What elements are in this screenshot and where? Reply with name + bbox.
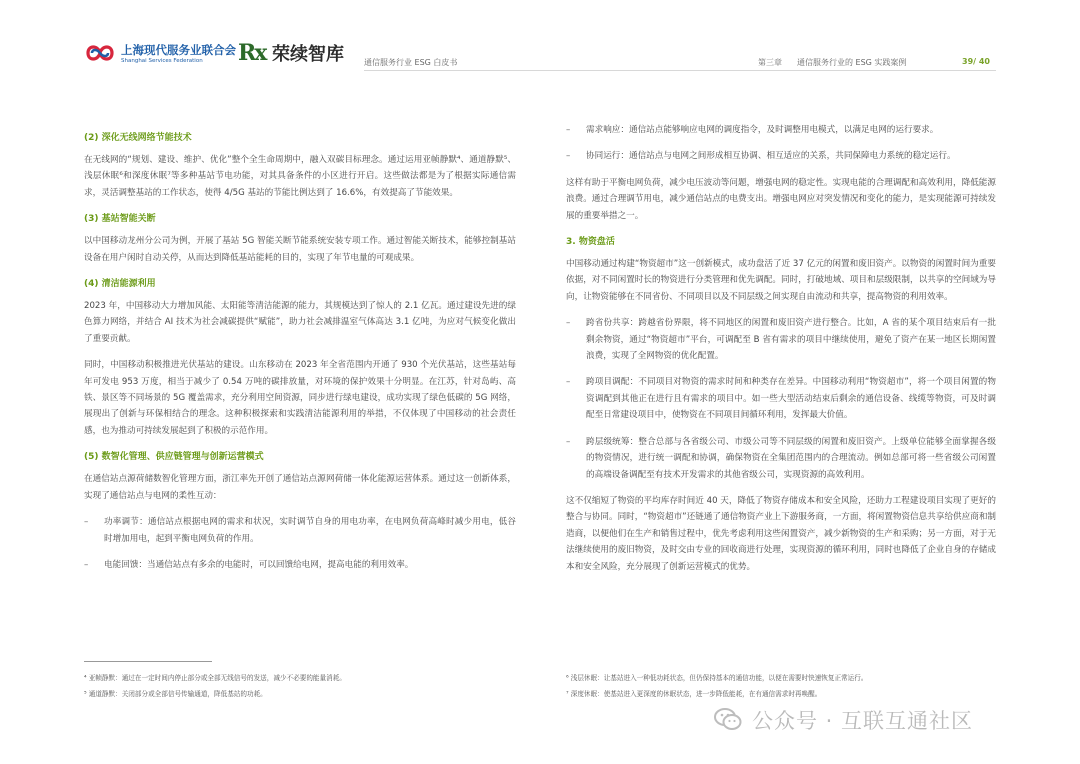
- list-item: [566, 148, 996, 164]
- footnote: ⁶ 浅层休眠：让基站进入一种低功耗状态，但仍保持基本的通信功能，以便在需要时快速恢复正常运行。: [566, 674, 868, 682]
- footnote-divider: [84, 661, 212, 662]
- watermark-text: 公众号 · 互联互通社区: [752, 709, 974, 733]
- paragraph: 2023 年，中国移动大力增加风能、太阳能等清洁能源的能力，其规模达到了惊人的 2.1 亿瓦。通过建设先进的绿色算力网络，并结合 AI 技术为社会减碳提供“赋能”，助力社会减排温室气体高达 3.1 亿吨，为应对气候变化做出了重要贡献。: [84, 301, 516, 344]
- paragraph: 这不仅缩短了物资的平均库存时间近 40 天，降低了物资存储成本和安全风险，还助力工程建设项目实现了更好的整合与协同。同时，“物资超市”还链通了通信物资产业上下游服务商，一方面，将闲置物资信息共享给供应商和制造商，以便他们在生产和销售过程中，优先考虑利用这些闲置资产，减少新物资的生产和采购；另一方面，对于无法继续使用的废旧物资，及时交由专业的回收商进行处理，实现资源的循环利用，同时也降低了企业自身的存储成本和安全风险，充分展现了创新运营模式的优势。: [566, 495, 997, 572]
- header-divider: [364, 70, 996, 71]
- list-item-text: 跨层级统筹：整合总部与各省级公司、市级公司等不同层级的闲置和废旧资产。上级单位能够全面掌握各级的物资情况，进行统一调配和协调，确保物资在全集团范围内的合理流动。例如总部可将一些省级公司闲置的高端设备调配至有技术开发需求的其他省级公司，实现资源的高效利用。: [586, 436, 996, 480]
- section-title: 通信服务行业的 ESG 实践案例: [797, 58, 907, 67]
- list-item: [566, 434, 996, 483]
- document-title: 通信服务行业 ESG 白皮书: [364, 58, 458, 67]
- footnote: ⁷ 深度休眠：使基站进入更深度的休眠状态，进一步降低能耗，在有通信需求时再唤醒。: [566, 690, 822, 698]
- paragraph: 在通信站点源荷储数智化管理方面，浙江率先开创了通信站点源网荷储一体化能源运营体系。通过这一创新体系，实现了通信站点与电网的柔性互动：: [84, 474, 516, 501]
- list-item-text: 跨项目调配：不同项目对物资的需求时间和种类存在差异。中国移动利用“物资超市”，将一个项目闲置的物资调配到其他正在进行且有需求的项目中。如一些大型活动结束后剩余的通信设备、线缆等物资，可及时调配至日常建设项目中，使物资在不同项目间循环利用，发挥最大价值。: [586, 377, 996, 421]
- bullet-dash: –: [566, 436, 571, 447]
- bullet-dash: –: [566, 151, 571, 162]
- org2-name: 荣续智库: [272, 44, 344, 65]
- right-column: [566, 122, 996, 585]
- paragraph: 中国移动通过构建“物资超市”这一创新模式，成功盘活了近 37 亿元的闲置和废旧资产。以物资的闲置时间为重要依据，对不同闲置时长的物资进行分类管理和优先调配。同时，打破地域、项目和层级限制，以共享的空间域为导向，让物资能够在不同省份、不同项目以及不同层级之间实现自由流动和共享，提高物资的利用效率。: [566, 259, 996, 302]
- bullet-dash: –: [566, 377, 571, 388]
- paragraph: 这样有助于平衡电网负荷，减少电压波动等问题，增强电网的稳定性。实现电能的合理调配和高效利用，降低能源浪费。通过合理调节用电，减少通信站点的电费支出。增强电网应对突发情况和变化的能力，是实现能源可持续发展的重要举措之一。: [566, 177, 996, 221]
- list-item-text: 协同运行：通信站点与电网之间形成相互协调、相互适应的关系，共同保障电力系统的稳定运行。: [586, 151, 956, 162]
- heading-smart-shutdown: (3) 基站智能关断: [84, 214, 156, 225]
- bullet-dash: –: [566, 125, 571, 135]
- paragraph: 在无线网的“规划、建设、维护、优化”整个全生命周期中，融入双碳目标理念。通过运用亚帧静默⁴、通道静默⁵、浅层休眠⁶和深度休眠⁷等多种基站节电功能，对其具备条件的小区进行开启。这些做法都是为了根据实际通信需求，灵活调整基站的工作状态，使得 4/5G 基站的节能比例达到了 16.6%，有效提高了节能效果。: [84, 155, 516, 198]
- footnote: ⁴ 亚帧静默：通过在一定时间内停止部分或全部无线信号的发送，减少不必要的能量消耗。: [84, 674, 346, 682]
- list-item-text: 功率调节：通信站点根据电网的需求和状况，实时调节自身的用电功率，在电网负荷高峰时减少用电，低谷时增加用电，起到平衡电网负荷的作用。: [104, 517, 516, 544]
- list-item-text: 需求响应：通信站点能够响应电网的调度指令，及时调整用电模式，以满足电网的运行要求。: [586, 125, 939, 135]
- paragraph: 同时，中国移动积极推进光伏基站的建设。山东移动在 2023 年全省范围内开通了 930 个光伏基站，这些基站每年可发电 953 万度，相当于减少了 0.54 万吨的碳排放量，对环境的保护效果十分明显。在江苏，针对岛屿、高铁、景区等不同场景的 5G 覆盖需求，充分利用空间资源，同步进行绿电建设，成功实现了绿色低碳的 5G 网络，展现出了创新与环保相结合的理念。这种积极探索和实践清洁能源利用的举措，不仅体现了中国移动的社会责任感，也为推动可持续发展起到了积极的示范作用。: [84, 360, 516, 436]
- page-number: 39/ 40: [962, 57, 990, 66]
- bullet-dash: –: [84, 559, 89, 570]
- list-item-text: 电能回馈：当通信站点有多余的电能时，可以回馈给电网，提高电能的利用效率。: [104, 559, 414, 570]
- watermark: [714, 700, 973, 740]
- chapter-label: 第三章: [758, 58, 782, 67]
- list-item: [84, 514, 516, 547]
- list-item: [566, 315, 996, 364]
- rx-logo-mark: Rx: [238, 40, 266, 66]
- bullet-dash: –: [84, 517, 89, 528]
- heading-wireless-energy-saving: (2) 深化无线网络节能技术: [84, 133, 192, 143]
- bullet-dash: –: [566, 318, 571, 329]
- left-column: [84, 122, 516, 583]
- footnote: ⁵ 通道静默：关闭部分或全部信号传输通道，降低基站的功耗。: [84, 690, 267, 698]
- list-item-text: 跨省份共享：跨越省份界限，将不同地区的闲置和废旧资产进行整合。比如，A 省的某个项目结束后有一批剩余物资，通过“物资超市”平台，可调配至 B 省有需求的项目中继续使用，避免了资产在某一地区长期闲置浪费，实现了全网物资的优化配置。: [586, 318, 996, 362]
- page-header: [0, 0, 1080, 80]
- heading-clean-energy: (4) 清洁能源利用: [84, 279, 156, 290]
- org1-name-en: Shanghai Services Federation: [121, 58, 203, 64]
- heading-asset-revitalization: 3. 物资盘活: [566, 237, 615, 248]
- list-item: [566, 122, 996, 138]
- org1-name-cn: 上海现代服务业联合会: [121, 43, 236, 57]
- wechat-icon: [714, 707, 742, 733]
- paragraph: 以中国移动龙州分公司为例，开展了基站 5G 智能关断节能系统安装专项工作。通过智能关断技术，能够控制基站设备在用户闲时自动关停，从而达到降低基站能耗的目的，实现了年节电量的可观成果。: [84, 236, 516, 263]
- list-item: [84, 557, 516, 573]
- shanghai-services-federation-logo-icon: [84, 40, 116, 66]
- list-item: [566, 374, 996, 423]
- heading-digital-management: (5) 数智化管理、供应链管理与创新运营模式: [84, 452, 264, 463]
